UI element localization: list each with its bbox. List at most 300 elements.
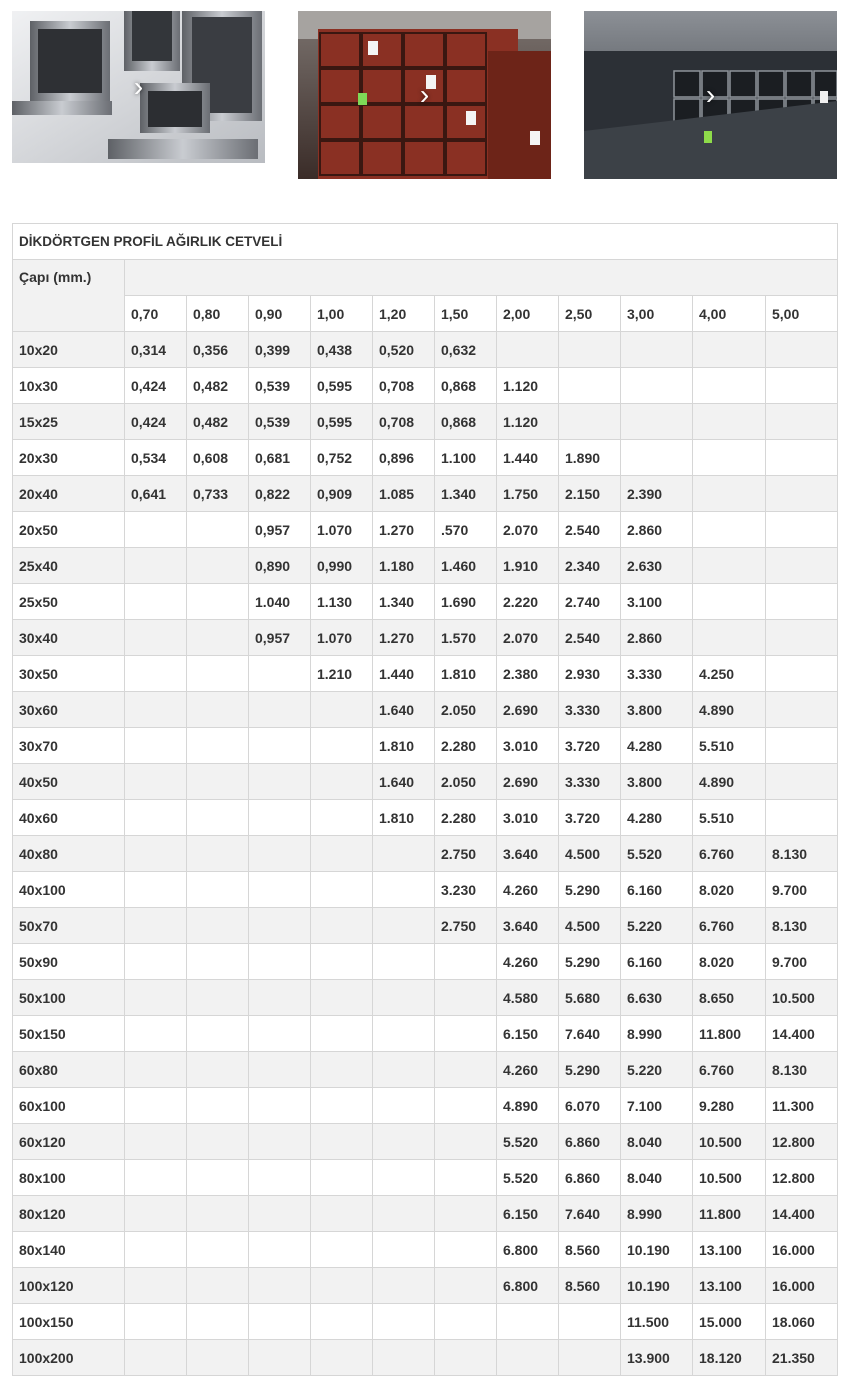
weight-cell: [766, 332, 838, 368]
weight-cell: 4.280: [621, 728, 693, 764]
weight-cell: [187, 1160, 249, 1196]
weight-cell: [125, 620, 187, 656]
size-cell: 15x25: [13, 404, 125, 440]
weight-cell: [435, 1160, 497, 1196]
weight-cell: 2.050: [435, 692, 497, 728]
weight-cell: [693, 476, 766, 512]
size-cell: 20x30: [13, 440, 125, 476]
header-spacer: [125, 260, 838, 296]
weight-cell: [249, 1232, 311, 1268]
weight-cell: 3.640: [497, 908, 559, 944]
weight-cell: [435, 1304, 497, 1340]
weight-cell: 8.130: [766, 1052, 838, 1088]
weight-cell: 6.760: [693, 836, 766, 872]
weight-cell: 16.000: [766, 1268, 838, 1304]
weight-cell: 3.800: [621, 692, 693, 728]
table-row: [13, 1340, 838, 1376]
weight-cell: 1.120: [497, 368, 559, 404]
weight-cell: [187, 728, 249, 764]
weight-cell: 4.280: [621, 800, 693, 836]
weight-cell: 1.810: [435, 656, 497, 692]
size-cell: 40x60: [13, 800, 125, 836]
weight-cell: [766, 764, 838, 800]
weight-cell: [435, 980, 497, 1016]
weight-cell: [766, 368, 838, 404]
weight-cell: [766, 476, 838, 512]
weight-cell: 4.580: [497, 980, 559, 1016]
weight-cell: [373, 1016, 435, 1052]
table-row: [13, 872, 838, 908]
weight-cell: [311, 800, 373, 836]
weight-cell: 4.250: [693, 656, 766, 692]
weight-cell: [187, 512, 249, 548]
weight-cell: 11.300: [766, 1088, 838, 1124]
weight-cell: 13.100: [693, 1268, 766, 1304]
weight-cell: 9.700: [766, 944, 838, 980]
thickness-header: 4,00: [693, 296, 766, 332]
weight-cell: 8.020: [693, 872, 766, 908]
table-row: [13, 980, 838, 1016]
weight-cell: [693, 332, 766, 368]
weight-cell: 0,957: [249, 620, 311, 656]
weight-cell: [187, 1052, 249, 1088]
table-row: [13, 548, 838, 584]
weight-cell: [187, 656, 249, 692]
weight-cell: [373, 1124, 435, 1160]
table-row: [13, 404, 838, 440]
chevron-right-icon: ›: [419, 79, 430, 110]
weight-cell: 5.510: [693, 728, 766, 764]
weight-cell: [249, 656, 311, 692]
weight-cell: [311, 1088, 373, 1124]
weight-cell: [125, 1052, 187, 1088]
weight-cell: 0,424: [125, 404, 187, 440]
weight-cell: [187, 800, 249, 836]
weight-cell: [373, 1268, 435, 1304]
weight-cell: 6.150: [497, 1196, 559, 1232]
weight-cell: 1.070: [311, 620, 373, 656]
weight-cell: [125, 1160, 187, 1196]
weight-cell: [249, 1340, 311, 1376]
weight-cell: .570: [435, 512, 497, 548]
weight-cell: 6.760: [693, 908, 766, 944]
weight-cell: [435, 1052, 497, 1088]
weight-cell: 5.680: [559, 980, 621, 1016]
weight-cell: [125, 1268, 187, 1304]
weight-cell: [497, 1340, 559, 1376]
table-row: [13, 1232, 838, 1268]
weight-cell: 8.560: [559, 1232, 621, 1268]
weight-cell: 2.220: [497, 584, 559, 620]
weight-cell: [435, 1232, 497, 1268]
weight-cell: 0,520: [373, 332, 435, 368]
weight-cell: 0,868: [435, 404, 497, 440]
size-cell: 60x80: [13, 1052, 125, 1088]
weight-cell: [311, 1268, 373, 1304]
size-cell: 50x150: [13, 1016, 125, 1052]
thickness-header: 0,90: [249, 296, 311, 332]
weight-cell: 7.640: [559, 1196, 621, 1232]
table-row: [13, 1196, 838, 1232]
weight-cell: [693, 440, 766, 476]
weight-cell: 13.900: [621, 1340, 693, 1376]
weight-cell: 6.800: [497, 1268, 559, 1304]
weight-cell: 0,424: [125, 368, 187, 404]
weight-cell: [559, 332, 621, 368]
weight-cell: [187, 980, 249, 1016]
weight-cell: 1.210: [311, 656, 373, 692]
weight-cell: 1.040: [249, 584, 311, 620]
chevron-right-icon: ›: [133, 71, 144, 102]
weight-cell: 1.120: [497, 404, 559, 440]
weight-cell: [249, 1160, 311, 1196]
weight-cell: [373, 1304, 435, 1340]
weight-cell: [311, 1016, 373, 1052]
weight-cell: 12.800: [766, 1124, 838, 1160]
weight-cell: 1.270: [373, 512, 435, 548]
table-title: DİKDÖRTGEN PROFİL AĞIRLIK CETVELİ: [13, 224, 838, 260]
weight-cell: [125, 692, 187, 728]
thickness-header-row: [13, 296, 838, 332]
weight-cell: 0,356: [187, 332, 249, 368]
weight-cell: 4.890: [693, 692, 766, 728]
weight-cell: [435, 1196, 497, 1232]
weight-cell: 6.800: [497, 1232, 559, 1268]
weight-cell: [311, 1340, 373, 1376]
weight-cell: [187, 1232, 249, 1268]
weight-cell: 1.810: [373, 800, 435, 836]
weight-cell: 0,539: [249, 404, 311, 440]
weight-cell: 0,534: [125, 440, 187, 476]
weight-cell: 5.290: [559, 872, 621, 908]
weight-cell: 6.760: [693, 1052, 766, 1088]
weight-cell: [249, 764, 311, 800]
weight-cell: 3.330: [559, 764, 621, 800]
weight-cell: [693, 620, 766, 656]
thickness-header: 1,50: [435, 296, 497, 332]
weight-cell: [621, 332, 693, 368]
weight-cell: 6.860: [559, 1124, 621, 1160]
weight-cell: [125, 1340, 187, 1376]
weight-cell: [249, 980, 311, 1016]
weight-cell: [311, 980, 373, 1016]
weight-cell: 3.010: [497, 728, 559, 764]
weight-cell: 11.500: [621, 1304, 693, 1340]
gallery-thumb-2[interactable]: [298, 11, 551, 179]
weight-cell: 4.500: [559, 908, 621, 944]
thickness-header: 3,00: [621, 296, 693, 332]
weight-cell: 0,641: [125, 476, 187, 512]
weight-cell: 8.130: [766, 836, 838, 872]
weight-cell: [125, 800, 187, 836]
weight-cell: [373, 1196, 435, 1232]
weight-cell: 0,608: [187, 440, 249, 476]
table-row: [13, 836, 838, 872]
weight-cell: 11.800: [693, 1196, 766, 1232]
weight-cell: 0,868: [435, 368, 497, 404]
weight-cell: [125, 728, 187, 764]
weight-cell: 3.720: [559, 728, 621, 764]
weight-cell: [693, 404, 766, 440]
weight-cell: [435, 1268, 497, 1304]
table-title-row: [13, 224, 838, 260]
weight-cell: [187, 908, 249, 944]
weight-cell: 2.930: [559, 656, 621, 692]
weight-cell: 0,595: [311, 404, 373, 440]
weight-cell: [187, 1196, 249, 1232]
weight-cell: 1.750: [497, 476, 559, 512]
weight-cell: 5.520: [621, 836, 693, 872]
table-row: [13, 512, 838, 548]
weight-cell: [373, 980, 435, 1016]
weight-cell: 3.720: [559, 800, 621, 836]
weight-cell: [249, 836, 311, 872]
weight-cell: [187, 1016, 249, 1052]
table-row: [13, 656, 838, 692]
thickness-header: 1,00: [311, 296, 373, 332]
weight-cell: [125, 1016, 187, 1052]
weight-cell: [311, 1160, 373, 1196]
weight-cell: 4.260: [497, 872, 559, 908]
size-cell: 80x120: [13, 1196, 125, 1232]
weight-table: [12, 223, 838, 1376]
weight-cell: 1.100: [435, 440, 497, 476]
weight-cell: [373, 1340, 435, 1376]
table-row: [13, 476, 838, 512]
table-row: [13, 620, 838, 656]
weight-cell: [249, 1196, 311, 1232]
size-column-header: Çapı (mm.): [13, 260, 125, 332]
weight-cell: 1.810: [373, 728, 435, 764]
thickness-header: 0,80: [187, 296, 249, 332]
weight-cell: 13.100: [693, 1232, 766, 1268]
weight-cell: [435, 944, 497, 980]
weight-cell: [311, 1124, 373, 1160]
weight-cell: [435, 1016, 497, 1052]
weight-cell: [766, 692, 838, 728]
weight-cell: 8.040: [621, 1124, 693, 1160]
size-cell: 60x120: [13, 1124, 125, 1160]
weight-cell: 2.280: [435, 800, 497, 836]
weight-cell: 0,482: [187, 368, 249, 404]
table-row: [13, 584, 838, 620]
weight-cell: [187, 1340, 249, 1376]
weight-cell: [766, 800, 838, 836]
weight-cell: [693, 368, 766, 404]
weight-cell: 1.440: [373, 656, 435, 692]
weight-cell: 6.070: [559, 1088, 621, 1124]
weight-cell: 4.260: [497, 1052, 559, 1088]
weight-cell: 2.380: [497, 656, 559, 692]
weight-cell: [435, 1124, 497, 1160]
weight-cell: 21.350: [766, 1340, 838, 1376]
weight-cell: [125, 944, 187, 980]
weight-cell: 1.070: [311, 512, 373, 548]
weight-cell: 2.690: [497, 692, 559, 728]
weight-cell: 2.070: [497, 512, 559, 548]
size-cell: 20x50: [13, 512, 125, 548]
weight-cell: 1.890: [559, 440, 621, 476]
weight-cell: [311, 728, 373, 764]
weight-cell: 12.800: [766, 1160, 838, 1196]
weight-cell: 3.800: [621, 764, 693, 800]
thickness-header: 2,00: [497, 296, 559, 332]
weight-cell: [559, 1340, 621, 1376]
size-cell: 50x100: [13, 980, 125, 1016]
weight-cell: [311, 1232, 373, 1268]
weight-cell: 6.160: [621, 944, 693, 980]
weight-cell: 3.640: [497, 836, 559, 872]
weight-cell: 5.220: [621, 1052, 693, 1088]
weight-cell: [249, 1088, 311, 1124]
size-cell: 25x50: [13, 584, 125, 620]
weight-cell: [373, 1088, 435, 1124]
weight-cell: 0,681: [249, 440, 311, 476]
weight-cell: [693, 548, 766, 584]
weight-cell: 5.220: [621, 908, 693, 944]
size-cell: 50x70: [13, 908, 125, 944]
weight-cell: 1.690: [435, 584, 497, 620]
weight-cell: [125, 1232, 187, 1268]
weight-cell: [125, 1124, 187, 1160]
weight-cell: [187, 1268, 249, 1304]
weight-cell: [311, 692, 373, 728]
chevron-right-icon: ›: [705, 79, 716, 110]
size-cell: 30x60: [13, 692, 125, 728]
weight-cell: 8.560: [559, 1268, 621, 1304]
weight-cell: [125, 1304, 187, 1340]
weight-cell: 10.190: [621, 1268, 693, 1304]
weight-cell: 0,752: [311, 440, 373, 476]
size-cell: 10x30: [13, 368, 125, 404]
table-row: [13, 908, 838, 944]
weight-cell: [373, 1052, 435, 1088]
weight-cell: [187, 584, 249, 620]
weight-cell: [311, 1052, 373, 1088]
weight-cell: [311, 1196, 373, 1232]
size-cell: 100x200: [13, 1340, 125, 1376]
weight-cell: 18.060: [766, 1304, 838, 1340]
size-cell: 80x140: [13, 1232, 125, 1268]
size-cell: 10x20: [13, 332, 125, 368]
weight-cell: [125, 980, 187, 1016]
weight-cell: 15.000: [693, 1304, 766, 1340]
gallery-thumb-1[interactable]: [12, 11, 265, 163]
weight-cell: [373, 836, 435, 872]
table-row: [13, 1088, 838, 1124]
weight-cell: [249, 1124, 311, 1160]
weight-cell: 11.800: [693, 1016, 766, 1052]
weight-cell: 1.640: [373, 764, 435, 800]
weight-cell: 1.440: [497, 440, 559, 476]
table-row: [13, 1052, 838, 1088]
weight-cell: 5.290: [559, 1052, 621, 1088]
weight-cell: 6.160: [621, 872, 693, 908]
weight-cell: [187, 1304, 249, 1340]
gallery-thumb-3[interactable]: [584, 11, 837, 179]
table-row: [13, 1304, 838, 1340]
weight-cell: 3.330: [559, 692, 621, 728]
weight-cell: 6.150: [497, 1016, 559, 1052]
weight-cell: [125, 836, 187, 872]
weight-cell: [125, 656, 187, 692]
weight-cell: 2.050: [435, 764, 497, 800]
table-row: [13, 368, 838, 404]
weight-cell: 1.180: [373, 548, 435, 584]
weight-cell: [125, 584, 187, 620]
weight-cell: 10.500: [693, 1160, 766, 1196]
weight-cell: [249, 800, 311, 836]
size-cell: 60x100: [13, 1088, 125, 1124]
weight-cell: 1.570: [435, 620, 497, 656]
table-row: [13, 800, 838, 836]
weight-cell: 5.290: [559, 944, 621, 980]
weight-cell: 18.120: [693, 1340, 766, 1376]
table-row: [13, 440, 838, 476]
weight-cell: 4.890: [693, 764, 766, 800]
weight-cell: [125, 872, 187, 908]
weight-cell: [311, 908, 373, 944]
weight-cell: [766, 548, 838, 584]
table-row: [13, 1124, 838, 1160]
weight-cell: 2.150: [559, 476, 621, 512]
weight-cell: 10.500: [693, 1124, 766, 1160]
weight-cell: 0,632: [435, 332, 497, 368]
size-cell: 40x100: [13, 872, 125, 908]
table-row: [13, 1160, 838, 1196]
weight-cell: [621, 368, 693, 404]
weight-cell: [311, 764, 373, 800]
thickness-header: 5,00: [766, 296, 838, 332]
table-header-row: [13, 260, 838, 296]
weight-cell: 3.100: [621, 584, 693, 620]
size-cell: 30x50: [13, 656, 125, 692]
weight-cell: [766, 404, 838, 440]
weight-cell: [373, 1160, 435, 1196]
weight-cell: [373, 1232, 435, 1268]
weight-cell: 0,896: [373, 440, 435, 476]
weight-cell: 8.040: [621, 1160, 693, 1196]
weight-cell: 1.910: [497, 548, 559, 584]
weight-cell: [187, 872, 249, 908]
weight-cell: 8.020: [693, 944, 766, 980]
weight-cell: 9.700: [766, 872, 838, 908]
weight-cell: 2.540: [559, 512, 621, 548]
weight-cell: 0,957: [249, 512, 311, 548]
weight-cell: 0,399: [249, 332, 311, 368]
size-cell: 80x100: [13, 1160, 125, 1196]
weight-cell: [125, 908, 187, 944]
weight-cell: 0,438: [311, 332, 373, 368]
size-cell: 40x50: [13, 764, 125, 800]
weight-cell: 4.500: [559, 836, 621, 872]
weight-cell: 5.520: [497, 1160, 559, 1196]
weight-cell: 2.070: [497, 620, 559, 656]
weight-cell: 2.540: [559, 620, 621, 656]
weight-cell: 9.280: [693, 1088, 766, 1124]
weight-cell: [187, 836, 249, 872]
size-cell: 30x70: [13, 728, 125, 764]
weight-cell: 1.130: [311, 584, 373, 620]
weight-cell: [766, 728, 838, 764]
weight-cell: 1.270: [373, 620, 435, 656]
weight-cell: [187, 764, 249, 800]
size-cell: 100x150: [13, 1304, 125, 1340]
weight-cell: [373, 908, 435, 944]
size-cell: 100x120: [13, 1268, 125, 1304]
weight-cell: [311, 944, 373, 980]
weight-cell: [249, 1268, 311, 1304]
